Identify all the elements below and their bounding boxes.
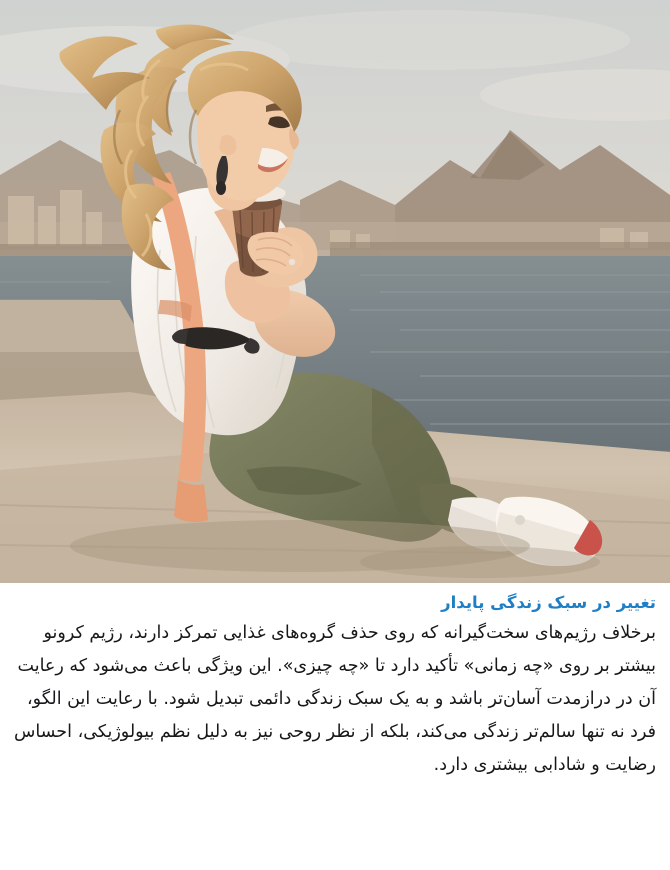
- body-paragraph: [14, 617, 656, 782]
- article-text: [0, 583, 670, 870]
- body-line-2: دارند، رژیم کرونو بیشتر بر روی «چه زمانی» تأکید دارد تا «چه چیزی».: [43, 623, 656, 676]
- headline: تغییر در سبک زندگی پایدار: [441, 593, 656, 612]
- body-line-3: این ویژگی باعث می‌شود که رعایت آن در درازمدت آسان‌تر باشد و به: [17, 656, 656, 709]
- body-line-1: برخلاف رژیم‌های سخت‌گیرانه که روی حذف گروه‌های غذایی تمرکز: [174, 623, 656, 643]
- body-line-5: سالم‌تر زندگی می‌کند، بلکه از نظر روحی نیز به دلیل نظم بیولوژیکی،: [77, 722, 576, 742]
- body-line-6: احساس رضایت و شادابی بیشتری دارد.: [13, 722, 656, 775]
- body-line-4: یک سبک زندگی دائمی تبدیل شود. با رعایت این الگو، فرد نه تنها: [27, 689, 656, 742]
